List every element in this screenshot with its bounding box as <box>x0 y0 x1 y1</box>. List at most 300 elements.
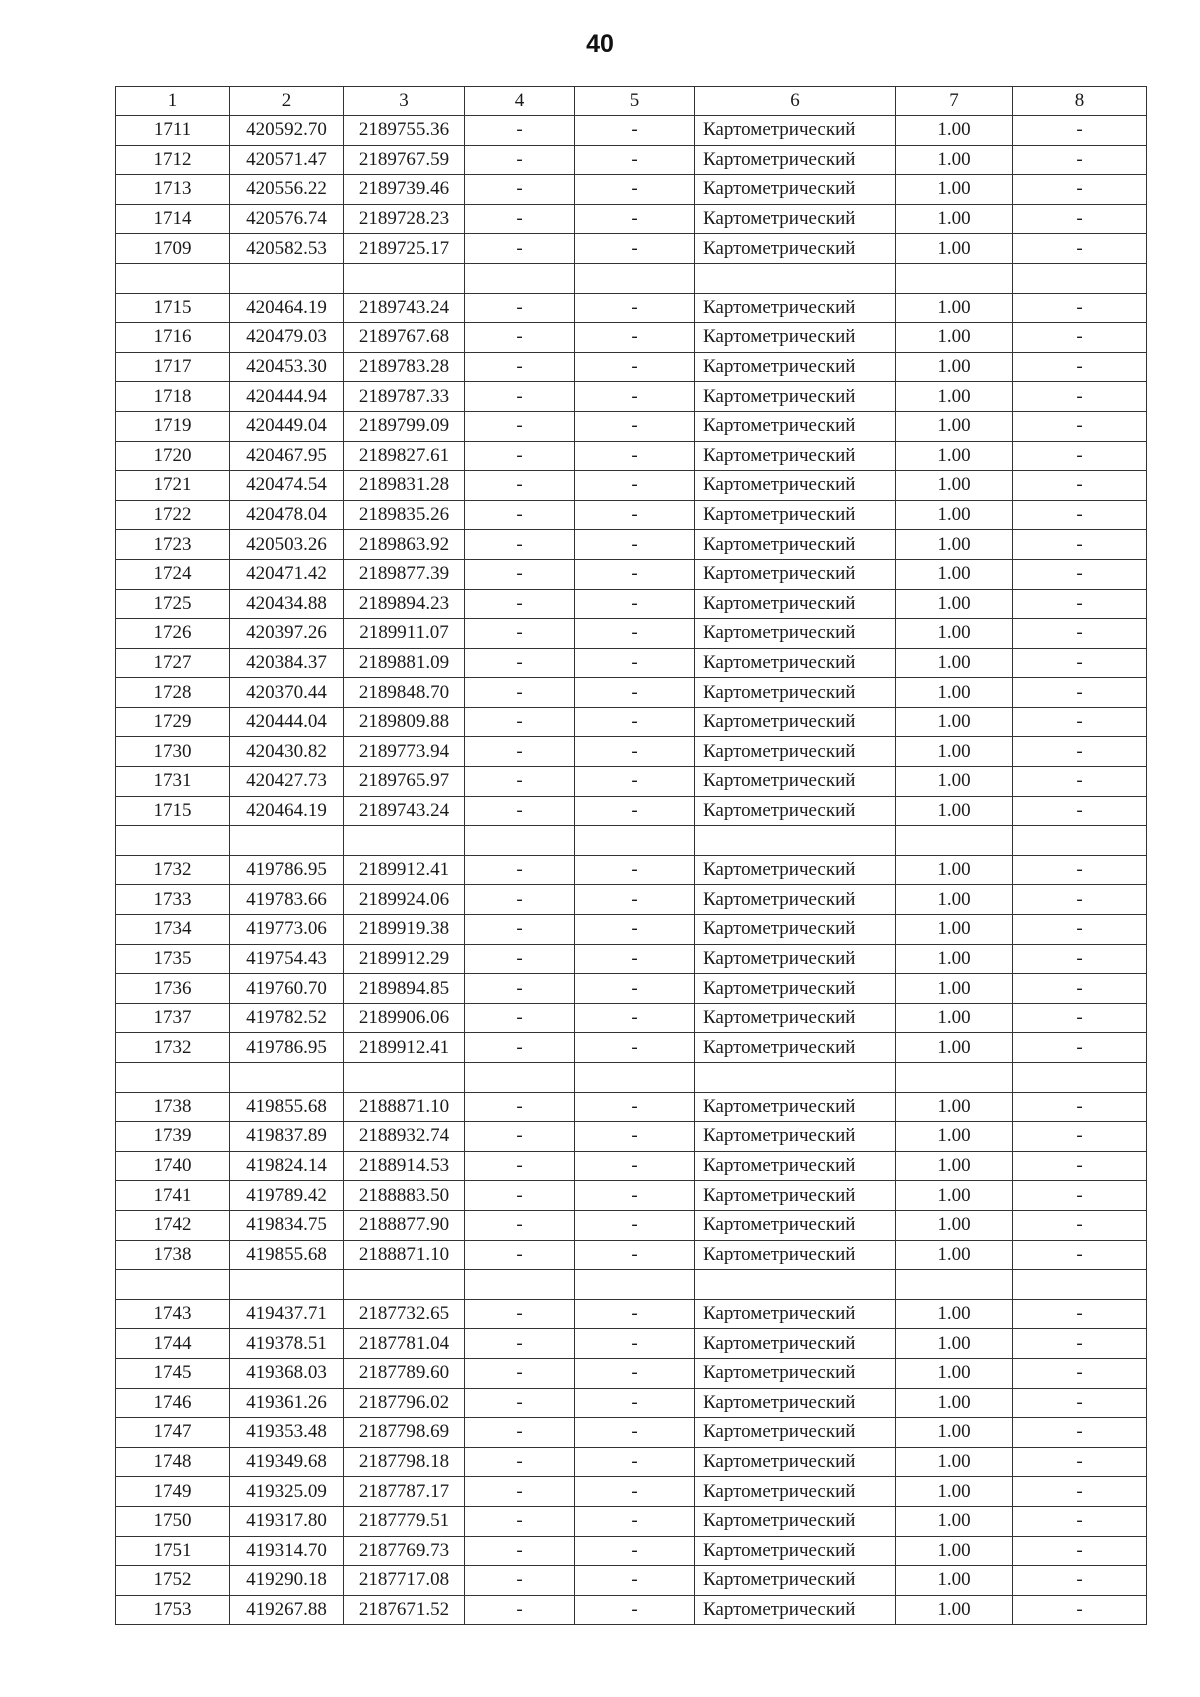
col-4-value-cell: - <box>465 737 575 767</box>
col-8-value-cell: - <box>1013 1536 1147 1566</box>
table-row <box>116 116 1147 146</box>
col-5-value-cell: - <box>575 796 695 826</box>
y-coordinate-cell: 2189848.70 <box>344 678 465 708</box>
col-8-value-cell: - <box>1013 441 1147 471</box>
y-coordinate-cell: 2188883.50 <box>344 1181 465 1211</box>
accuracy-cell: 1.00 <box>896 1358 1013 1388</box>
table-row <box>116 678 1147 708</box>
col-4-value-cell: - <box>465 1566 575 1596</box>
col-4-value-cell: - <box>465 1477 575 1507</box>
col-5-value-cell: - <box>575 885 695 915</box>
table-row <box>116 619 1147 649</box>
method-cell: Картометрический <box>695 796 896 826</box>
method-cell: Картометрический <box>695 974 896 1004</box>
accuracy-cell: 1.00 <box>896 1033 1013 1063</box>
method-cell: Картометрический <box>695 1477 896 1507</box>
method-cell: Картометрический <box>695 1388 896 1418</box>
empty-cell <box>116 263 230 293</box>
col-5-value-cell: - <box>575 944 695 974</box>
y-coordinate-cell: 2189912.29 <box>344 944 465 974</box>
x-coordinate-cell: 420503.26 <box>230 530 344 560</box>
accuracy-cell: 1.00 <box>896 382 1013 412</box>
col-5-value-cell: - <box>575 234 695 264</box>
table-row <box>116 411 1147 441</box>
y-coordinate-cell: 2189725.17 <box>344 234 465 264</box>
col-8-value-cell: - <box>1013 234 1147 264</box>
method-cell: Картометрический <box>695 471 896 501</box>
empty-cell <box>230 263 344 293</box>
x-coordinate-cell: 419349.68 <box>230 1447 344 1477</box>
table-row <box>116 589 1147 619</box>
col-4-value-cell: - <box>465 1418 575 1448</box>
col-5-value-cell: - <box>575 1299 695 1329</box>
y-coordinate-cell: 2189924.06 <box>344 885 465 915</box>
x-coordinate-cell: 420592.70 <box>230 116 344 146</box>
header-row <box>116 87 1147 116</box>
table-row <box>116 145 1147 175</box>
accuracy-cell: 1.00 <box>896 915 1013 945</box>
table-row <box>116 1003 1147 1033</box>
point-number-cell: 1725 <box>116 589 230 619</box>
method-cell: Картометрический <box>695 559 896 589</box>
table-row <box>116 559 1147 589</box>
method-cell: Картометрический <box>695 944 896 974</box>
col-5-value-cell: - <box>575 471 695 501</box>
table-row <box>116 1418 1147 1448</box>
x-coordinate-cell: 420430.82 <box>230 737 344 767</box>
col-4-value-cell: - <box>465 1122 575 1152</box>
col-4-value-cell: - <box>465 974 575 1004</box>
point-number-cell: 1739 <box>116 1122 230 1152</box>
x-coordinate-cell: 420556.22 <box>230 175 344 205</box>
empty-cell <box>344 826 465 856</box>
empty-cell <box>465 263 575 293</box>
table-row <box>116 382 1147 412</box>
point-number-cell: 1745 <box>116 1358 230 1388</box>
table-row <box>116 796 1147 826</box>
y-coordinate-cell: 2189728.23 <box>344 204 465 234</box>
col-5-value-cell: - <box>575 204 695 234</box>
y-coordinate-cell: 2189755.36 <box>344 116 465 146</box>
col-8-value-cell: - <box>1013 204 1147 234</box>
accuracy-cell: 1.00 <box>896 293 1013 323</box>
method-cell: Картометрический <box>695 1358 896 1388</box>
method-cell: Картометрический <box>695 293 896 323</box>
empty-cell <box>1013 263 1147 293</box>
y-coordinate-cell: 2189765.97 <box>344 767 465 797</box>
x-coordinate-cell: 419325.09 <box>230 1477 344 1507</box>
empty-cell <box>1013 826 1147 856</box>
point-number-cell: 1733 <box>116 885 230 915</box>
col-5-value-cell: - <box>575 1506 695 1536</box>
accuracy-cell: 1.00 <box>896 1122 1013 1152</box>
method-cell: Картометрический <box>695 1506 896 1536</box>
y-coordinate-cell: 2189743.24 <box>344 796 465 826</box>
x-coordinate-cell: 419361.26 <box>230 1388 344 1418</box>
col-8-value-cell: - <box>1013 1181 1147 1211</box>
accuracy-cell: 1.00 <box>896 589 1013 619</box>
col-8-value-cell: - <box>1013 1122 1147 1152</box>
accuracy-cell: 1.00 <box>896 1003 1013 1033</box>
accuracy-cell: 1.00 <box>896 234 1013 264</box>
method-cell: Картометрический <box>695 915 896 945</box>
point-number-cell: 1738 <box>116 1092 230 1122</box>
point-number-cell: 1749 <box>116 1477 230 1507</box>
col-5-value-cell: - <box>575 1240 695 1270</box>
col-4-value-cell: - <box>465 1595 575 1625</box>
table-row <box>116 1092 1147 1122</box>
col-8-value-cell: - <box>1013 974 1147 1004</box>
method-cell: Картометрический <box>695 589 896 619</box>
empty-cell <box>896 1063 1013 1093</box>
col-8-value-cell: - <box>1013 559 1147 589</box>
x-coordinate-cell: 419754.43 <box>230 944 344 974</box>
point-number-cell: 1732 <box>116 1033 230 1063</box>
method-cell: Картометрический <box>695 352 896 382</box>
col-5-value-cell: - <box>575 175 695 205</box>
table-row <box>116 175 1147 205</box>
accuracy-cell: 1.00 <box>896 796 1013 826</box>
col-8-value-cell: - <box>1013 293 1147 323</box>
col-4-value-cell: - <box>465 323 575 353</box>
point-number-cell: 1751 <box>116 1536 230 1566</box>
accuracy-cell: 1.00 <box>896 1240 1013 1270</box>
accuracy-cell: 1.00 <box>896 1418 1013 1448</box>
header-cell-5: 5 <box>575 87 695 116</box>
coordinates-table <box>115 86 1147 1625</box>
point-number-cell: 1741 <box>116 1181 230 1211</box>
empty-cell <box>230 1063 344 1093</box>
accuracy-cell: 1.00 <box>896 885 1013 915</box>
header-cell-1: 1 <box>116 87 230 116</box>
x-coordinate-cell: 420427.73 <box>230 767 344 797</box>
col-8-value-cell: - <box>1013 471 1147 501</box>
col-5-value-cell: - <box>575 500 695 530</box>
y-coordinate-cell: 2189831.28 <box>344 471 465 501</box>
x-coordinate-cell: 420467.95 <box>230 441 344 471</box>
empty-cell <box>695 826 896 856</box>
empty-cell <box>116 826 230 856</box>
accuracy-cell: 1.00 <box>896 678 1013 708</box>
point-number-cell: 1720 <box>116 441 230 471</box>
accuracy-cell: 1.00 <box>896 559 1013 589</box>
x-coordinate-cell: 419317.80 <box>230 1506 344 1536</box>
y-coordinate-cell: 2189767.59 <box>344 145 465 175</box>
col-8-value-cell: - <box>1013 855 1147 885</box>
col-5-value-cell: - <box>575 1566 695 1596</box>
table-row <box>116 885 1147 915</box>
accuracy-cell: 1.00 <box>896 352 1013 382</box>
table-row <box>116 204 1147 234</box>
accuracy-cell: 1.00 <box>896 1595 1013 1625</box>
col-5-value-cell: - <box>575 1595 695 1625</box>
method-cell: Картометрический <box>695 648 896 678</box>
col-8-value-cell: - <box>1013 411 1147 441</box>
y-coordinate-cell: 2188871.10 <box>344 1092 465 1122</box>
y-coordinate-cell: 2187781.04 <box>344 1329 465 1359</box>
x-coordinate-cell: 419855.68 <box>230 1092 344 1122</box>
method-cell: Картометрический <box>695 737 896 767</box>
y-coordinate-cell: 2189863.92 <box>344 530 465 560</box>
table-row <box>116 737 1147 767</box>
table-row <box>116 1299 1147 1329</box>
col-5-value-cell: - <box>575 589 695 619</box>
y-coordinate-cell: 2189881.09 <box>344 648 465 678</box>
accuracy-cell: 1.00 <box>896 1477 1013 1507</box>
method-cell: Картометрический <box>695 1122 896 1152</box>
accuracy-cell: 1.00 <box>896 1506 1013 1536</box>
x-coordinate-cell: 420370.44 <box>230 678 344 708</box>
y-coordinate-cell: 2187789.60 <box>344 1358 465 1388</box>
col-4-value-cell: - <box>465 411 575 441</box>
accuracy-cell: 1.00 <box>896 619 1013 649</box>
empty-cell <box>896 263 1013 293</box>
accuracy-cell: 1.00 <box>896 1388 1013 1418</box>
accuracy-cell: 1.00 <box>896 411 1013 441</box>
col-4-value-cell: - <box>465 1358 575 1388</box>
empty-cell <box>116 1270 230 1300</box>
point-number-cell: 1740 <box>116 1151 230 1181</box>
table-row <box>116 1566 1147 1596</box>
empty-cell <box>344 1063 465 1093</box>
col-8-value-cell: - <box>1013 1003 1147 1033</box>
accuracy-cell: 1.00 <box>896 1299 1013 1329</box>
col-4-value-cell: - <box>465 1033 575 1063</box>
col-4-value-cell: - <box>465 1299 575 1329</box>
col-4-value-cell: - <box>465 1092 575 1122</box>
point-number-cell: 1727 <box>116 648 230 678</box>
y-coordinate-cell: 2189906.06 <box>344 1003 465 1033</box>
y-coordinate-cell: 2188877.90 <box>344 1210 465 1240</box>
col-8-value-cell: - <box>1013 1151 1147 1181</box>
accuracy-cell: 1.00 <box>896 707 1013 737</box>
col-8-value-cell: - <box>1013 648 1147 678</box>
method-cell: Картометрический <box>695 767 896 797</box>
y-coordinate-cell: 2189894.85 <box>344 974 465 1004</box>
point-number-cell: 1721 <box>116 471 230 501</box>
point-number-cell: 1730 <box>116 737 230 767</box>
empty-cell <box>695 263 896 293</box>
col-4-value-cell: - <box>465 619 575 649</box>
header-cell-2: 2 <box>230 87 344 116</box>
accuracy-cell: 1.00 <box>896 204 1013 234</box>
col-4-value-cell: - <box>465 471 575 501</box>
accuracy-cell: 1.00 <box>896 974 1013 1004</box>
table-row <box>116 1447 1147 1477</box>
method-cell: Картометрический <box>695 204 896 234</box>
col-8-value-cell: - <box>1013 678 1147 708</box>
empty-cell <box>575 263 695 293</box>
empty-cell <box>695 1063 896 1093</box>
x-coordinate-cell: 419789.42 <box>230 1181 344 1211</box>
point-number-cell: 1734 <box>116 915 230 945</box>
col-5-value-cell: - <box>575 116 695 146</box>
x-coordinate-cell: 419267.88 <box>230 1595 344 1625</box>
method-cell: Картометрический <box>695 382 896 412</box>
col-5-value-cell: - <box>575 678 695 708</box>
point-number-cell: 1747 <box>116 1418 230 1448</box>
col-4-value-cell: - <box>465 1536 575 1566</box>
y-coordinate-cell: 2187717.08 <box>344 1566 465 1596</box>
col-4-value-cell: - <box>465 441 575 471</box>
x-coordinate-cell: 419314.70 <box>230 1536 344 1566</box>
y-coordinate-cell: 2188932.74 <box>344 1122 465 1152</box>
point-number-cell: 1709 <box>116 234 230 264</box>
col-4-value-cell: - <box>465 1506 575 1536</box>
method-cell: Картометрический <box>695 1240 896 1270</box>
point-number-cell: 1728 <box>116 678 230 708</box>
y-coordinate-cell: 2187779.51 <box>344 1506 465 1536</box>
y-coordinate-cell: 2189827.61 <box>344 441 465 471</box>
col-8-value-cell: - <box>1013 707 1147 737</box>
table-row-separator <box>116 263 1147 293</box>
col-4-value-cell: - <box>465 1210 575 1240</box>
table-body <box>116 116 1147 1625</box>
page-number: 40 <box>586 30 614 58</box>
empty-cell <box>465 1063 575 1093</box>
x-coordinate-cell: 420444.94 <box>230 382 344 412</box>
accuracy-cell: 1.00 <box>896 116 1013 146</box>
col-8-value-cell: - <box>1013 915 1147 945</box>
col-5-value-cell: - <box>575 411 695 441</box>
col-8-value-cell: - <box>1013 1299 1147 1329</box>
header-cell-3: 3 <box>344 87 465 116</box>
col-5-value-cell: - <box>575 1447 695 1477</box>
col-4-value-cell: - <box>465 589 575 619</box>
method-cell: Картометрический <box>695 1003 896 1033</box>
table-row <box>116 1210 1147 1240</box>
x-coordinate-cell: 419855.68 <box>230 1240 344 1270</box>
col-4-value-cell: - <box>465 175 575 205</box>
x-coordinate-cell: 420453.30 <box>230 352 344 382</box>
accuracy-cell: 1.00 <box>896 500 1013 530</box>
col-5-value-cell: - <box>575 1388 695 1418</box>
x-coordinate-cell: 420464.19 <box>230 293 344 323</box>
col-5-value-cell: - <box>575 530 695 560</box>
col-8-value-cell: - <box>1013 145 1147 175</box>
method-cell: Картометрический <box>695 1210 896 1240</box>
col-8-value-cell: - <box>1013 767 1147 797</box>
col-4-value-cell: - <box>465 116 575 146</box>
x-coordinate-cell: 419824.14 <box>230 1151 344 1181</box>
y-coordinate-cell: 2189767.68 <box>344 323 465 353</box>
col-4-value-cell: - <box>465 855 575 885</box>
x-coordinate-cell: 419834.75 <box>230 1210 344 1240</box>
col-4-value-cell: - <box>465 382 575 412</box>
y-coordinate-cell: 2188871.10 <box>344 1240 465 1270</box>
col-8-value-cell: - <box>1013 737 1147 767</box>
x-coordinate-cell: 419783.66 <box>230 885 344 915</box>
col-5-value-cell: - <box>575 1033 695 1063</box>
method-cell: Картометрический <box>695 1299 896 1329</box>
y-coordinate-cell: 2189743.24 <box>344 293 465 323</box>
method-cell: Картометрический <box>695 1595 896 1625</box>
empty-cell <box>116 1063 230 1093</box>
col-4-value-cell: - <box>465 1447 575 1477</box>
accuracy-cell: 1.00 <box>896 648 1013 678</box>
empty-cell <box>575 1270 695 1300</box>
table-row <box>116 707 1147 737</box>
empty-cell <box>575 826 695 856</box>
col-8-value-cell: - <box>1013 1595 1147 1625</box>
x-coordinate-cell: 419353.48 <box>230 1418 344 1448</box>
table-row <box>116 855 1147 885</box>
accuracy-cell: 1.00 <box>896 1151 1013 1181</box>
point-number-cell: 1743 <box>116 1299 230 1329</box>
col-8-value-cell: - <box>1013 1210 1147 1240</box>
col-5-value-cell: - <box>575 1358 695 1388</box>
point-number-cell: 1713 <box>116 175 230 205</box>
col-4-value-cell: - <box>465 293 575 323</box>
empty-cell <box>465 826 575 856</box>
y-coordinate-cell: 2189783.28 <box>344 352 465 382</box>
table-row <box>116 1033 1147 1063</box>
table-row <box>116 530 1147 560</box>
col-4-value-cell: - <box>465 1003 575 1033</box>
table-row <box>116 1506 1147 1536</box>
col-8-value-cell: - <box>1013 796 1147 826</box>
col-8-value-cell: - <box>1013 382 1147 412</box>
method-cell: Картометрический <box>695 707 896 737</box>
x-coordinate-cell: 420571.47 <box>230 145 344 175</box>
col-5-value-cell: - <box>575 648 695 678</box>
col-5-value-cell: - <box>575 1210 695 1240</box>
table-row-separator <box>116 1270 1147 1300</box>
col-4-value-cell: - <box>465 234 575 264</box>
table-row <box>116 1329 1147 1359</box>
col-5-value-cell: - <box>575 441 695 471</box>
empty-cell <box>1013 1063 1147 1093</box>
point-number-cell: 1726 <box>116 619 230 649</box>
col-8-value-cell: - <box>1013 619 1147 649</box>
point-number-cell: 1752 <box>116 1566 230 1596</box>
accuracy-cell: 1.00 <box>896 855 1013 885</box>
col-5-value-cell: - <box>575 915 695 945</box>
empty-cell <box>344 1270 465 1300</box>
accuracy-cell: 1.00 <box>896 145 1013 175</box>
accuracy-cell: 1.00 <box>896 175 1013 205</box>
point-number-cell: 1715 <box>116 796 230 826</box>
point-number-cell: 1748 <box>116 1447 230 1477</box>
col-4-value-cell: - <box>465 796 575 826</box>
empty-cell <box>1013 1270 1147 1300</box>
col-8-value-cell: - <box>1013 352 1147 382</box>
col-4-value-cell: - <box>465 145 575 175</box>
method-cell: Картометрический <box>695 175 896 205</box>
col-5-value-cell: - <box>575 974 695 1004</box>
col-4-value-cell: - <box>465 1181 575 1211</box>
table-row <box>116 944 1147 974</box>
empty-cell <box>896 826 1013 856</box>
y-coordinate-cell: 2189911.07 <box>344 619 465 649</box>
method-cell: Картометрический <box>695 1151 896 1181</box>
col-5-value-cell: - <box>575 323 695 353</box>
point-number-cell: 1716 <box>116 323 230 353</box>
table-row <box>116 1151 1147 1181</box>
y-coordinate-cell: 2188914.53 <box>344 1151 465 1181</box>
x-coordinate-cell: 420397.26 <box>230 619 344 649</box>
table-row <box>116 1358 1147 1388</box>
point-number-cell: 1753 <box>116 1595 230 1625</box>
empty-cell <box>344 263 465 293</box>
method-cell: Картометрический <box>695 1329 896 1359</box>
y-coordinate-cell: 2189773.94 <box>344 737 465 767</box>
empty-cell <box>695 1270 896 1300</box>
table-row <box>116 1122 1147 1152</box>
col-5-value-cell: - <box>575 619 695 649</box>
x-coordinate-cell: 420464.19 <box>230 796 344 826</box>
table-row <box>116 1240 1147 1270</box>
